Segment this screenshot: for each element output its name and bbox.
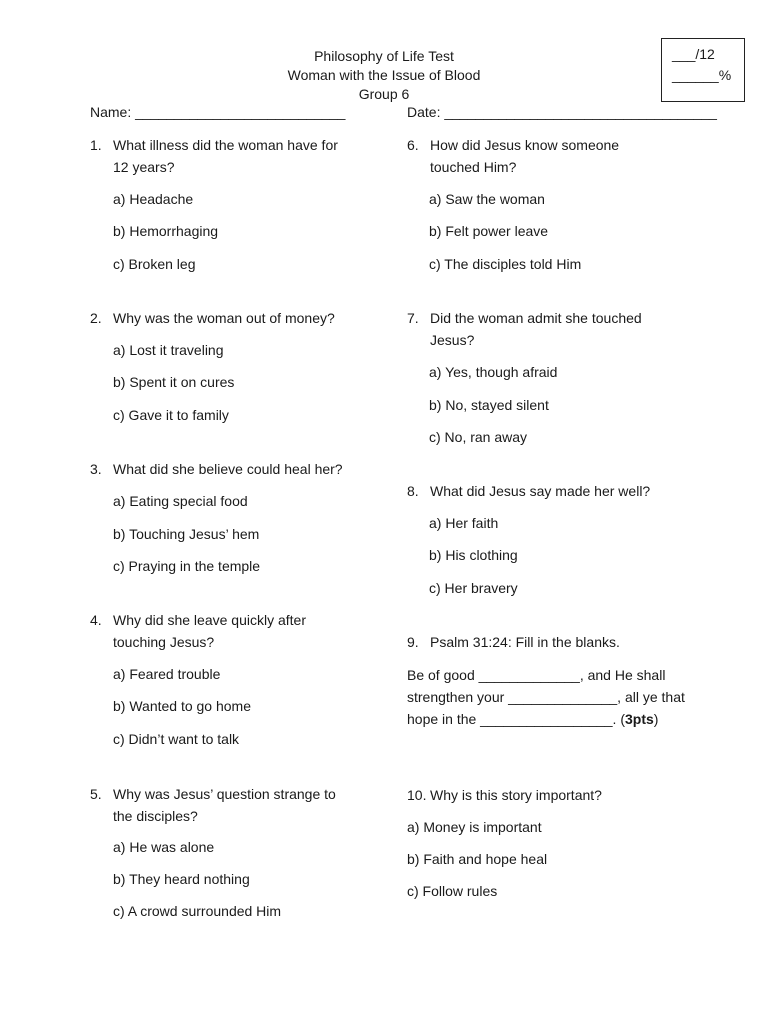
question-number: 3. (90, 461, 102, 477)
question-number: 5. (90, 786, 102, 802)
date-field[interactable]: Date: ___________________________________ (407, 104, 717, 120)
question-number: 7. (407, 310, 419, 326)
option-10a[interactable]: a) Money is important (407, 819, 542, 835)
fill-in-line-3[interactable] (407, 708, 658, 730)
question-text: How did Jesus know someone (430, 137, 620, 153)
option-4c[interactable]: c) Didn’t want to talk (113, 731, 240, 747)
option-3a[interactable]: a) Eating special food (113, 493, 248, 509)
question-number: 10. (407, 787, 427, 803)
option-8a[interactable]: a) Her faith (429, 515, 499, 531)
group-label: Group 6 (358, 86, 410, 102)
question-text: Why did she leave quickly after (113, 612, 306, 628)
question-number: 6. (407, 137, 419, 153)
question-text: Why is this story important? (430, 787, 602, 803)
score-box (661, 38, 745, 102)
question-text: Did the woman admit she touched (430, 310, 642, 326)
option-2a[interactable]: a) Lost it traveling (113, 342, 224, 358)
question-number: 1. (90, 137, 102, 153)
option-5b[interactable]: b) They heard nothing (113, 871, 250, 887)
question-text: What did Jesus say made her well? (430, 483, 651, 499)
option-7a[interactable]: a) Yes, though afraid (429, 364, 558, 380)
option-6a[interactable]: a) Saw the woman (429, 191, 545, 207)
question-text-cont: Jesus? (430, 332, 475, 348)
option-10b[interactable]: b) Faith and hope heal (407, 851, 548, 867)
option-6c[interactable]: c) The disciples told Him (429, 256, 582, 272)
option-7c[interactable]: c) No, ran away (429, 429, 528, 445)
fill-in-line-2[interactable]: strengthen your ______________, all ye that (407, 689, 685, 705)
question-number: 8. (407, 483, 419, 499)
question-text-cont: the disciples? (113, 808, 198, 824)
fill-in-line-1[interactable]: Be of good _____________, and He shall (407, 667, 666, 683)
option-3c[interactable]: c) Praying in the temple (113, 558, 261, 574)
option-2b[interactable]: b) Spent it on cures (113, 374, 235, 390)
option-6b[interactable]: b) Felt power leave (429, 223, 549, 239)
question-number: 4. (90, 612, 102, 628)
question-text-cont: touched Him? (430, 159, 517, 175)
option-5c[interactable]: c) A crowd surrounded Him (113, 903, 282, 919)
option-7b[interactable]: b) No, stayed silent (429, 397, 549, 413)
question-text: Psalm 31:24: Fill in the blanks. (430, 634, 620, 650)
question-number: 2. (90, 310, 102, 326)
option-8b[interactable]: b) His clothing (429, 547, 518, 563)
option-4a[interactable]: a) Feared trouble (113, 666, 221, 682)
fill-in-line-3-close: ) (653, 711, 659, 727)
option-1a[interactable]: a) Headache (113, 191, 194, 207)
points-label: 3pts (624, 711, 654, 727)
fill-in-line-3-text: hope in the _________________. ( (407, 711, 625, 727)
test-subtitle: Woman with the Issue of Blood (287, 67, 481, 83)
question-text: What did she believe could heal her? (113, 461, 343, 477)
question-text-cont: touching Jesus? (113, 634, 215, 650)
question-text: What illness did the woman have for (113, 137, 338, 153)
option-8c[interactable]: c) Her bravery (429, 580, 518, 596)
score-percent[interactable]: ______% (672, 67, 732, 83)
name-field[interactable]: Name: ___________________________ (90, 104, 346, 120)
question-text: Why was Jesus’ question strange to (113, 786, 336, 802)
option-2c[interactable]: c) Gave it to family (113, 407, 229, 423)
option-10c[interactable]: c) Follow rules (407, 883, 498, 899)
option-1c[interactable]: c) Broken leg (113, 256, 196, 272)
option-5a[interactable]: a) He was alone (113, 839, 215, 855)
option-1b[interactable]: b) Hemorrhaging (113, 223, 219, 239)
question-number: 9. (407, 634, 419, 650)
test-title: Philosophy of Life Test (314, 48, 454, 64)
option-4b[interactable]: b) Wanted to go home (113, 698, 252, 714)
score-points[interactable]: ___/12 (672, 46, 715, 62)
option-3b[interactable]: b) Touching Jesus’ hem (113, 526, 260, 542)
question-text-cont: 12 years? (113, 159, 175, 175)
question-text: Why was the woman out of money? (113, 310, 335, 326)
